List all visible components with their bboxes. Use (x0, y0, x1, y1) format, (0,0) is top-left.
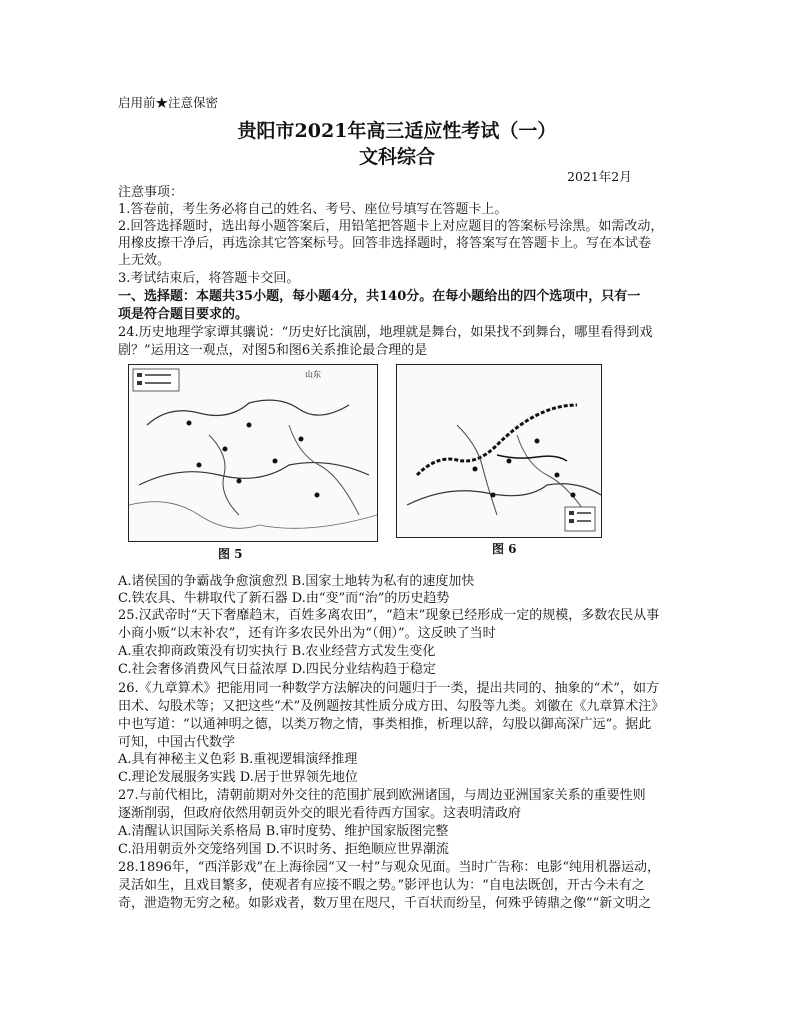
q24-stem-2: 剧？”运用这一观点，对图5和图6关系推论最合理的是 (118, 343, 428, 358)
q28-stem-1: 28.1896年，“西洋影戏”在上海徐园“又一村”与观众见面。当时广告称：电影“纯用机器运动， (118, 860, 660, 875)
exam-title: 贵阳市2021年高三适应性考试（一） (237, 120, 557, 142)
q26-options-ab: A.具有神秘主义色彩 B.重视逻辑演绎推理 (118, 752, 358, 767)
exam-subtitle: 文科综合 (358, 146, 435, 168)
q26-stem-4: 可知，中国古代数学 (118, 735, 236, 750)
q26-stem-1: 26.《九章算术》把能用同一种数学方法解决的问题归于一类，提出共同的、抽象的“术”，如方 (118, 681, 659, 696)
section-heading-2: 项是符合题目要求的。 (118, 307, 249, 322)
q28-stem-3: 奇，泄造物无穷之秘。如影戏者，数万里在咫尺，千百状而纷呈，何殊乎铸鼎之像”“新文明之 (118, 896, 652, 911)
map-6-drawing (397, 365, 601, 537)
confidential-note: 启用前★注意保密 (118, 95, 219, 110)
q27-options-ab: A.清醒认识国际关系格局 B.审时度势、维护国家版图完整 (118, 824, 449, 839)
map-5-region-label: 山东 (305, 370, 321, 379)
q27-options-cd: C.沿用朝贡外交笼络列国 D.不识时务、拒绝顺应世界潮流 (118, 842, 449, 857)
note-2b: 用橡皮擦干净后，再选涂其它答案标号。回答非选择题时，将答案写在答题卡上。写在本试卷 (118, 236, 652, 251)
q25-options-cd: C.社会奢侈消费风气日益浓厚 D.四民分业结构趋于稳定 (118, 662, 436, 677)
map-5-drawing (129, 365, 377, 541)
q24-stem-1: 24.历史地理学家谭其骧说：“历史好比演剧，地理就是舞台，如果找不到舞台，哪里看得到戏 (118, 325, 653, 340)
note-1: 1.答卷前，考生务必将自己的姓名、考号、座位号填写在答题卡上。 (118, 202, 508, 217)
note-3: 3.考试结束后，将答题卡交回。 (118, 271, 300, 286)
note-2c: 上无效。 (118, 253, 171, 268)
notes-heading: 注意事项： (118, 185, 184, 200)
q24-options-ab: A.诸侯国的争霸战争愈演愈烈 B.国家土地转为私有的速度加快 (118, 574, 475, 589)
q25-options-ab: A.重农抑商政策没有切实执行 B.农业经营方式发生变化 (118, 644, 436, 659)
q28-stem-2: 灵活如生，且戏目繁多，使观者有应接不暇之势。”影评也认为：“自电法既创，开古今未有之 (118, 878, 645, 893)
q25-stem-2: 小商小贩“以末补农”，还有许多农民外出为“（佣）”。这反映了当时 (118, 626, 496, 641)
q27-stem-1: 27.与前代相比，清朝前期对外交往的范围扩展到欧洲诸国，与周边亚洲国家关系的重要性则 (118, 788, 646, 803)
map-figure-5 (128, 364, 378, 542)
figure-6-caption: 图 6 (492, 542, 517, 556)
exam-date: 2021年2月 (567, 169, 632, 184)
q26-stem-3: 中也写道：“以通神明之德，以类万物之情，事类相推，析理以辞，勾股以御高深广远”。据此 (118, 717, 652, 732)
map-figure-6 (396, 364, 602, 538)
q26-stem-2: 田术、勾股术等；又把这些“术”及例题按其性质分成方田、勾股等九类。刘徽在《九章算术注》 (118, 699, 665, 714)
note-2a: 2.回答选择题时，选出每小题答案后，用铅笔把答题卡上对应题目的答案标号涂黑。如需改动， (118, 219, 664, 234)
section-heading-1: 一、选择题：本题共35小题，每小题4分，共140分。在每小题给出的四个选项中，只有一 (118, 289, 641, 304)
q24-options-cd: C.铁农具、牛耕取代了新石器 D.由“变”而“治”的历史趋势 (118, 591, 450, 606)
q26-options-cd: C.理论发展服务实践 D.居于世界领先地位 (118, 770, 358, 785)
q25-stem-1: 25.汉武帝时“天下奢靡趋末，百姓多离农田”，“趋末”现象已经形成一定的规模，多数农民从事 (118, 608, 660, 623)
q27-stem-2: 逐渐削弱，但政府依然用朝贡外交的眼光看待西方国家。这表明清政府 (118, 806, 522, 821)
figure-5-caption: 图 5 (218, 547, 243, 561)
